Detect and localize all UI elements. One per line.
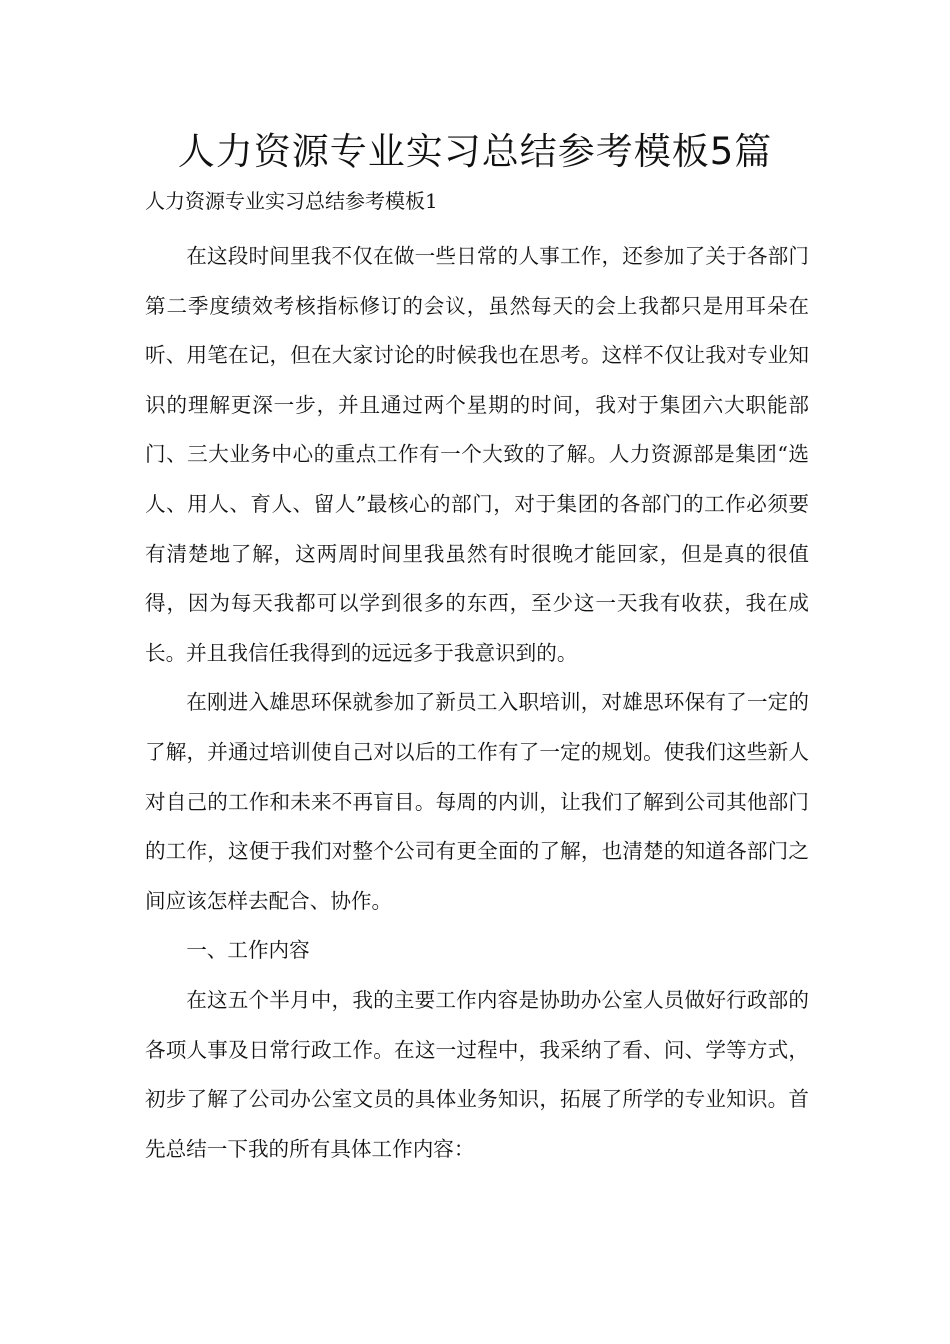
document-title: 人力资源专业实习总结参考模板5篇 xyxy=(177,130,773,173)
section-paragraph: 在这五个半月中，我的主要工作内容是协助办公室人员做好行政部的各项人事及日常行政工作。在这一过程中，我采纳了看、问、学等方式，初步了解了公司办公室文员的具体业务知识，拓展了所学的专业知识。首先总结一下我的所有具体工作内容： xyxy=(145,987,809,1161)
body-paragraph-1: 在这段时间里我不仅在做一些日常的人事工作，还参加了关于各部门第二季度绩效考核指标修订的会议，虽然每天的会上我都只是用耳朵在听、用笔在记，但在大家讨论的时候我也在思考。这样不仅让我对专业知识的理解更深一步，并且通过两个星期的时间，我对于集团六大职能部门、三大业务中心的重点工作有一个大致的了解。人力资源部是集团“选人、用人、育人、留人”最核心的部门，对于集团的各部门的工作必须要有清楚地了解，这两周时间里我虽然有时很晚才能回家，但是真的很值得，因为每天我都可以学到很多的东西，至少这一天我有收获，我在成长。并且我信任我得到的远远多于我意识到的。 xyxy=(145,244,809,665)
body-paragraph-2: 在刚进入雄思环保就参加了新员工入职培训，对雄思环保有了一定的了解，并通过培训使自己对以后的工作有了一定的规划。使我们这些新人对自己的工作和未来不再盲目。每周的内训，让我们了解到公司其他部门的工作，这便于我们对整个公司有更全面的了解，也清楚的知道各部门之间应该怎样去配合、协作。 xyxy=(145,690,809,913)
document-subtitle: 人力资源专业实习总结参考模板1 xyxy=(145,189,438,213)
section-heading: 一、工作内容 xyxy=(186,938,310,963)
document-body xyxy=(145,232,809,1174)
